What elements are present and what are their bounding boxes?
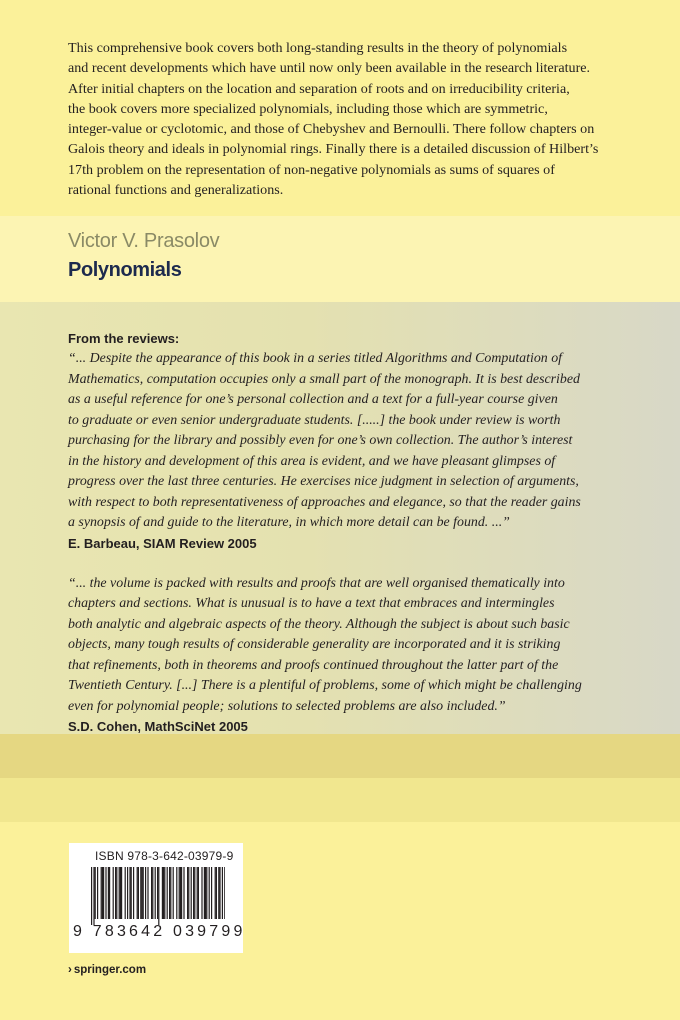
barcode-bar	[197, 867, 198, 919]
barcode-bar	[194, 867, 195, 919]
quote-line: objects, many tough results of considerable generality are incorporated and it is striking	[68, 637, 561, 652]
barcode-bar	[91, 867, 92, 925]
barcode-bar	[138, 867, 139, 919]
description-line: 17th problem on the representation of non-negative polynomials as sums of squares of	[68, 161, 555, 178]
isbn-number: ISBN 978-3-642-03979-9	[95, 849, 234, 863]
review-item	[68, 349, 638, 554]
barcode-bar	[201, 867, 202, 919]
review-quote	[68, 574, 638, 718]
barcode-bar	[162, 867, 163, 919]
quote-line: as a useful reference for one’s personal collection and a text for a full-year course given	[68, 392, 558, 407]
barcode-bar	[158, 867, 159, 925]
quote-line: Mathematics, computation occupies only a small part of the monograph. It is best described	[68, 371, 580, 387]
barcode-bar	[183, 867, 184, 919]
decorative-band-light	[0, 778, 680, 822]
barcode-bar	[101, 867, 102, 919]
barcode-bar	[179, 867, 180, 919]
barcode-bar	[140, 867, 141, 919]
barcode-bar	[121, 867, 122, 919]
quote-line: both analytic and algebraic aspects of the theory. Although the subject is about such basic	[68, 616, 570, 632]
barcode-bar	[95, 867, 96, 919]
review-attribution: S.D. Cohen, MathSciNet 2005	[68, 719, 248, 734]
chevron-right-icon: ›	[68, 964, 72, 976]
barcode-bar	[133, 867, 134, 919]
barcode-bar	[164, 867, 165, 919]
barcode-bar	[102, 867, 103, 919]
description-line: rational functions and generalizations.	[68, 182, 284, 199]
review-quote	[68, 349, 638, 534]
quote-line: to graduate or even senior undergraduate students. [.....] the book under review is worth	[68, 412, 561, 428]
description-line: and recent developments which have until now only been available in the research literature.	[68, 60, 591, 77]
barcode-bar	[105, 867, 106, 919]
description-line: This comprehensive book covers both long-standing results in the theory of polynomials	[68, 40, 568, 56]
barcode-bar	[113, 867, 114, 919]
reviews-heading: From the reviews:	[68, 331, 180, 346]
barcode-bar	[218, 867, 219, 919]
quote-line: progress over the last three centuries. He exercises nice judgment in selection of arguments,	[68, 474, 579, 489]
publisher-link[interactable]	[68, 964, 146, 976]
barcode-bar	[141, 867, 142, 919]
quote-line: a synopsis of and guide to the literature, in which more detail can be found. ...”	[68, 515, 510, 530]
decorative-band-dark	[0, 734, 680, 778]
barcode-bar	[145, 867, 146, 919]
quote-line: chapters and sections. What is unusual is to have a text that embraces and intermingles	[68, 596, 555, 611]
barcode-bar	[215, 867, 216, 919]
barcode-digits: 9 783642 039799	[73, 923, 246, 940]
description-line: integer-value or cyclotomic, and those of Chebyshev and Bernoulli. There follow chapters on	[68, 121, 595, 138]
barcode-bar	[224, 867, 225, 919]
description-line: the book covers more specialized polynomials, including those which are symmetric,	[68, 100, 548, 117]
description-line: After initial chapters on the location and separation of roots and on irreducibility criteria,	[68, 80, 570, 97]
barcode-bar	[180, 867, 181, 919]
barcode-bar	[187, 867, 188, 919]
barcode-bar	[176, 867, 177, 919]
barcode-bar	[157, 867, 158, 919]
review-attribution: E. Barbeau, SIAM Review 2005	[68, 535, 257, 551]
barcode-bar	[143, 867, 144, 919]
barcode-bar	[193, 867, 194, 919]
barcode-bar	[97, 867, 98, 919]
barcode-bar	[127, 867, 128, 919]
barcode-bar	[205, 867, 206, 919]
barcode-bar	[222, 867, 223, 919]
barcode-bar	[129, 867, 130, 919]
barcode-bar	[93, 867, 94, 925]
barcode-bar	[137, 867, 138, 919]
author-name: Victor V. Prasolov	[68, 230, 220, 252]
barcode-bar	[216, 867, 217, 919]
review-item	[68, 574, 638, 738]
barcode-bar	[103, 867, 104, 919]
barcode-bar	[169, 867, 170, 919]
barcode-bar	[181, 867, 182, 919]
quote-line: purchasing for the library and possibly even for one’s own collection. The author’s interest	[68, 433, 573, 448]
quote-line: “... Despite the appearance of this book in a series titled Algorithms and Computation of	[68, 351, 562, 366]
barcode-bar	[109, 867, 110, 919]
barcode-bar	[152, 867, 153, 919]
barcode-bar	[131, 867, 132, 919]
reviews-section	[68, 329, 638, 737]
barcode-bars	[91, 867, 225, 925]
barcode-bar	[191, 867, 192, 919]
barcode-bar	[163, 867, 164, 919]
barcode-bar	[219, 867, 220, 919]
barcode-label	[69, 843, 246, 953]
barcode-bar	[108, 867, 109, 919]
barcode-bar	[188, 867, 189, 919]
barcode-bar	[170, 867, 171, 919]
quote-line: with respect to both representativeness of approaches and elegance, so that the reader gains	[68, 494, 581, 510]
barcode-bar	[211, 867, 212, 919]
barcode-bar	[198, 867, 199, 919]
barcode-bar	[167, 867, 168, 919]
barcode-bar	[204, 867, 205, 919]
publisher-url: springer.com	[73, 964, 147, 976]
barcode-bar	[151, 867, 152, 919]
quote-line: that refinements, both in theorems and proofs continued throughout the latter part of the	[68, 657, 559, 673]
book-title: Polynomials	[68, 259, 182, 281]
quote-line: in the history and development of this area is evident, and we have pleasant glimpses of	[68, 453, 556, 469]
barcode-bar	[119, 867, 120, 919]
barcode-bar	[209, 867, 210, 919]
quote-line: even for polynomial people; solutions to selected problems are also included.”	[68, 698, 506, 714]
barcode-bar	[173, 867, 174, 919]
barcode-bar	[125, 867, 126, 919]
barcode-bar	[147, 867, 148, 919]
quote-line: “... the volume is packed with results and proofs that are well organised thematically into	[68, 575, 565, 591]
book-description	[68, 38, 628, 200]
quote-line: Twentieth Century. [...] There is a plentiful of problems, some of which might be challenging	[68, 678, 582, 693]
barcode-bar	[116, 867, 117, 919]
barcode-bar	[115, 867, 116, 919]
barcode-bar	[120, 867, 121, 919]
barcode-bar	[155, 867, 156, 919]
description-line: Galois theory and ideals in polynomial rings. Finally there is a detailed discussion of Hilbert’s	[68, 141, 599, 158]
barcode-bar	[206, 867, 207, 919]
